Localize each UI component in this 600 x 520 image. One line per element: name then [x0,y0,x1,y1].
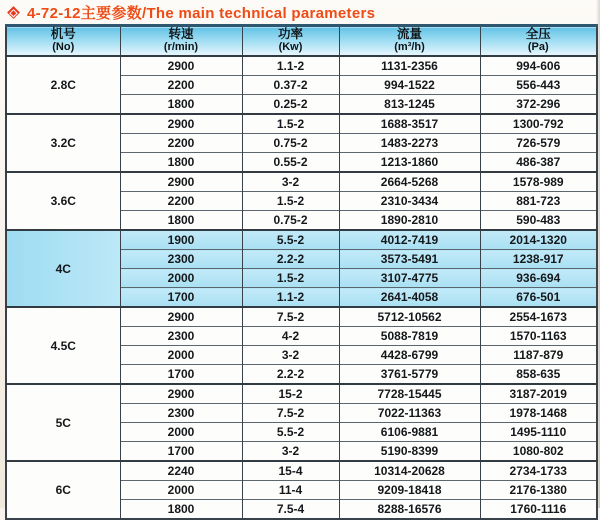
column-header-en: (Kw) [278,40,303,53]
cell-speed: 1800 [120,153,242,173]
cell-speed: 2300 [120,250,242,269]
cell-power: 0.75-2 [242,211,339,231]
cell-power: 7.5-2 [242,404,339,423]
column-header-en: (r/min) [163,40,199,53]
cell-flow: 1131-2356 [339,56,480,76]
cell-speed: 1800 [120,500,242,520]
cell-flow: 2664-5268 [339,172,480,192]
column-header-speed [120,26,242,57]
cell-pressure: 858-635 [480,365,597,385]
cell-power: 3-2 [242,442,339,462]
cell-model: 6C [6,461,120,519]
cell-speed: 2240 [120,461,242,481]
cell-model: 5C [6,384,120,461]
cell-pressure: 1300-792 [480,114,597,134]
cell-pressure: 936-694 [480,269,597,288]
parameters-table [5,24,598,520]
column-header-model [6,26,120,57]
column-header-cn: 转速 [168,27,194,42]
cell-pressure: 556-443 [480,76,597,95]
cell-flow: 5190-8399 [339,442,480,462]
cell-pressure: 1080-802 [480,442,597,462]
table-row [6,114,597,134]
cell-flow: 9209-18418 [339,481,480,500]
cell-pressure: 726-579 [480,134,597,153]
cell-flow: 8288-16576 [339,500,480,520]
cell-pressure: 486-387 [480,153,597,173]
cell-pressure: 3187-2019 [480,384,597,404]
table-row [6,461,597,481]
cell-flow: 7022-11363 [339,404,480,423]
cell-power: 7.5-4 [242,500,339,520]
cell-speed: 2900 [120,114,242,134]
cell-flow: 1213-1860 [339,153,480,173]
cell-pressure: 1760-1116 [480,500,597,520]
cell-speed: 2000 [120,423,242,442]
cell-speed: 1800 [120,211,242,231]
cell-flow: 6106-9881 [339,423,480,442]
cell-power: 15-4 [242,461,339,481]
cell-pressure: 1187-879 [480,346,597,365]
cell-speed: 1900 [120,230,242,250]
cell-flow: 3761-5779 [339,365,480,385]
column-header-cn: 全压 [525,27,551,42]
cell-power: 5.5-2 [242,423,339,442]
cell-power: 1.5-2 [242,114,339,134]
cell-pressure: 2176-1380 [480,481,597,500]
column-header-en: (m³/h) [394,40,425,53]
cell-speed: 1700 [120,288,242,308]
cell-flow: 4012-7419 [339,230,480,250]
column-header-en: (No) [52,40,75,53]
cell-speed: 2000 [120,481,242,500]
cell-speed: 2900 [120,384,242,404]
cell-pressure: 1978-1468 [480,404,597,423]
cell-pressure: 372-296 [480,95,597,115]
cell-model: 4.5C [6,307,120,384]
cell-power: 4-2 [242,327,339,346]
cell-flow: 2310-3434 [339,192,480,211]
cell-pressure: 1570-1163 [480,327,597,346]
table-row [6,56,597,76]
cell-flow: 1483-2273 [339,134,480,153]
table-header [6,26,597,57]
cell-pressure: 1495-1110 [480,423,597,442]
cell-flow: 4428-6799 [339,346,480,365]
cell-model: 4C [6,230,120,307]
section-title [7,3,375,21]
cell-pressure: 590-483 [480,211,597,231]
cell-power: 2.2-2 [242,250,339,269]
cell-speed: 1800 [120,95,242,115]
cell-power: 0.75-2 [242,134,339,153]
cell-power: 1.1-2 [242,288,339,308]
cell-model: 3.6C [6,172,120,230]
cell-pressure: 881-723 [480,192,597,211]
column-header-cn: 功率 [277,27,303,42]
cell-power: 0.25-2 [242,95,339,115]
table-row [6,384,597,404]
cell-speed: 2300 [120,404,242,423]
cell-power: 15-2 [242,384,339,404]
cell-speed: 2900 [120,172,242,192]
cell-pressure: 2734-1733 [480,461,597,481]
cell-power: 3-2 [242,172,339,192]
section-title-text: 4-72-12主要参数/The main technical parameters [27,4,376,22]
cell-flow: 5712-10562 [339,307,480,327]
cell-power: 2.2-2 [242,365,339,385]
cell-speed: 2200 [120,192,242,211]
cell-speed: 2200 [120,134,242,153]
column-header-en: (Pa) [527,40,549,53]
column-header-power [242,26,339,57]
cell-power: 11-4 [242,481,339,500]
cell-power: 1.5-2 [242,269,339,288]
table-row [6,307,597,327]
cell-flow: 3107-4775 [339,269,480,288]
cell-model: 2.8C [6,56,120,114]
column-header-cn: 流量 [396,27,422,42]
cell-speed: 1700 [120,442,242,462]
cell-speed: 2200 [120,76,242,95]
cell-pressure: 1238-917 [480,250,597,269]
cell-power: 7.5-2 [242,307,339,327]
cell-power: 0.37-2 [242,76,339,95]
cell-speed: 2000 [120,269,242,288]
cell-flow: 813-1245 [339,95,480,115]
cell-pressure: 676-501 [480,288,597,308]
column-header-cn: 机号 [50,27,76,42]
cell-power: 1.1-2 [242,56,339,76]
cell-power: 3-2 [242,346,339,365]
cell-power: 0.55-2 [242,153,339,173]
cell-flow: 2641-4058 [339,288,480,308]
cell-flow: 1890-2810 [339,211,480,231]
cell-speed: 2900 [120,56,242,76]
cell-pressure: 2014-1320 [480,230,597,250]
cell-flow: 5088-7819 [339,327,480,346]
table-row [6,230,597,250]
cell-flow: 994-1522 [339,76,480,95]
cell-speed: 2900 [120,307,242,327]
cell-pressure: 2554-1673 [480,307,597,327]
cell-model: 3.2C [6,114,120,172]
cell-flow: 7728-15445 [339,384,480,404]
header-row [6,26,597,57]
cell-flow: 3573-5491 [339,250,480,269]
column-header-pressure [480,26,597,57]
cell-pressure: 994-606 [480,56,597,76]
cell-power: 1.5-2 [242,192,339,211]
cell-pressure: 1578-989 [480,172,597,192]
cell-flow: 1688-3517 [339,114,480,134]
cell-speed: 2000 [120,346,242,365]
cell-speed: 2300 [120,327,242,346]
cell-speed: 1700 [120,365,242,385]
column-header-flow [339,26,480,57]
diamond-bullet-icon [7,6,20,19]
table-body [6,56,597,519]
cell-flow: 10314-20628 [339,461,480,481]
table-row [6,172,597,192]
cell-power: 5.5-2 [242,230,339,250]
